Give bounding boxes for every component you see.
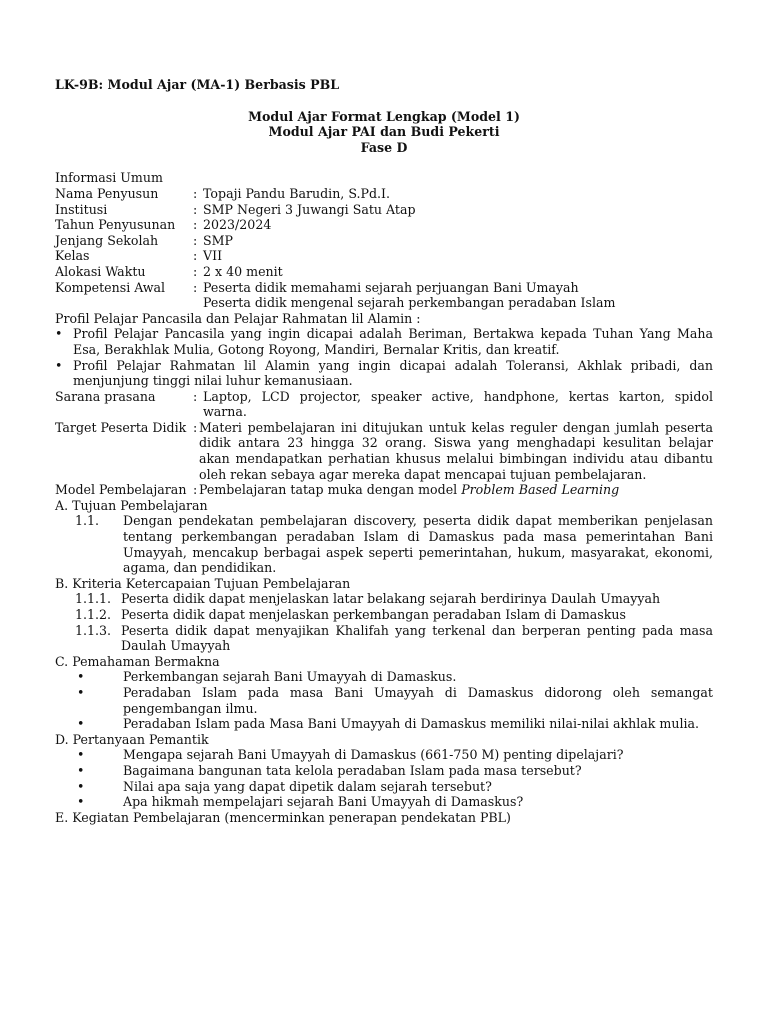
- info-colon: :: [193, 482, 198, 498]
- section-c-heading: C. Pemahaman Bermakna: [55, 653, 220, 669]
- info-value: 2023/2024: [203, 217, 272, 233]
- pemahaman-text: Perkembangan sejarah Bani Umayyah di Damaskus.: [123, 669, 457, 685]
- kriteria-text: Peserta didik dapat menyajikan Khalifah yang terkenal dan berperan penting pada masa Daulah Umayyah: [121, 622, 713, 654]
- kriteria-item: [55, 591, 713, 607]
- bullet-icon: •: [77, 794, 85, 810]
- tujuan-text: Dengan pendekatan pembelajaran discovery, peserta didik dapat memberikan penjelasan tentang perkembangan peradaban Islam di Damaskus pada masa pemerintahan Bani Umayyah, mencakup berbagai aspek seperti pemerintahan, hukum, masyarakat, ekonomi, agama, dan pendidikan.: [123, 513, 713, 576]
- module-title-line-3: Fase D: [360, 139, 408, 155]
- info-colon: :: [193, 201, 198, 217]
- kompetensi-line-1: Peserta didik memahami sejarah perjuangan Bani Umayah: [203, 279, 579, 295]
- profil-item: [55, 358, 713, 389]
- pemahaman-text: Peradaban Islam pada Masa Bani Umayyah di Damaskus memiliki nilai-nilai akhlak mulia.: [123, 716, 700, 732]
- pemantik-text: Bagaimana bangunan tata kelola peradaban Islam pada masa tersebut?: [123, 762, 582, 778]
- info-row: [55, 248, 713, 264]
- pemahaman-item: [55, 669, 713, 685]
- info-heading: Informasi Umum: [55, 170, 163, 186]
- profil-heading: Profil Pelajar Pancasila dan Pelajar Rahmatan lil Alamin :: [55, 310, 421, 326]
- sarana-key: Sarana prasana: [55, 388, 156, 404]
- model-row: [55, 482, 713, 498]
- target-value: Materi pembelajaran ini ditujukan untuk kelas reguler dengan jumlah peserta didik antara 23 hingga 32 orang. Siswa yang menghadapi kesulitan belajar akan mendapatkan perhatian khusus melalui bimbingan individu atau dibantu oleh rekan sebaya agar mereka dapat mencapai tujuan pembelajaran.: [199, 419, 713, 482]
- bullet-icon: •: [55, 357, 63, 373]
- profil-item-text: Profil Pelajar Rahmatan lil Alamin yang ingin dicapai adalah Toleransi, Akhlak pribadi, dan menjunjung tinggi nilai luhur kemanusiaan.: [73, 357, 713, 389]
- bullet-icon: •: [55, 326, 63, 342]
- kriteria-text: Peserta didik dapat menjelaskan latar belakang sejarah berdirinya Daulah Umayyah: [121, 591, 661, 607]
- section-b-heading: B. Kriteria Ketercapaian Tujuan Pembelajaran: [55, 575, 351, 591]
- info-colon: :: [193, 263, 198, 279]
- bullet-icon: •: [77, 778, 85, 794]
- info-colon: :: [193, 185, 198, 201]
- kriteria-number: 1.1.2.: [75, 607, 112, 622]
- pemantik-item: [55, 763, 713, 779]
- tujuan-number: 1.1.: [75, 513, 100, 529]
- info-colon: :: [193, 388, 198, 404]
- kompetensi-row: [55, 280, 713, 311]
- info-value: Topaji Pandu Barudin, S.Pd.I.: [203, 185, 391, 201]
- info-row: [55, 264, 713, 280]
- pemahaman-item: [55, 716, 713, 732]
- model-value-text: Pembelajaran tatap muka dengan model: [199, 482, 462, 498]
- kriteria-item: [55, 623, 713, 654]
- info-value: SMP: [203, 232, 233, 248]
- info-row: [55, 186, 713, 202]
- sarana-row: [55, 389, 713, 420]
- info-key: Institusi: [55, 201, 108, 217]
- profil-item-text: Profil Pelajar Pancasila yang ingin dicapai adalah Beriman, Bertakwa kepada Tuhan Yang Maha Esa, Berakhlak Mulia, Gotong Royong, Mandiri, Bernalar Kritis, dan kreatif.: [73, 326, 713, 357]
- kompetensi-key: Kompetensi Awal: [55, 279, 166, 295]
- bullet-icon: •: [77, 747, 85, 763]
- info-colon: :: [193, 217, 198, 233]
- info-value: VII: [203, 248, 223, 264]
- info-key: Jenjang Sekolah: [55, 232, 159, 248]
- pemantik-item: [55, 794, 713, 810]
- section-e-heading: E. Kegiatan Pembelajaran (mencerminkan penerapan pendekatan PBL): [55, 809, 511, 825]
- pemantik-text: Mengapa sejarah Bani Umayyah di Damaskus (661-750 M) penting dipelajari?: [123, 747, 624, 763]
- info-key: Kelas: [55, 248, 90, 264]
- module-title-block: [55, 109, 713, 156]
- pemantik-text: Nilai apa saja yang dapat dipetik dalam sejarah tersebut?: [123, 778, 492, 794]
- document-page: [55, 77, 713, 825]
- module-title-line-1: Modul Ajar Format Lengkap (Model 1): [248, 108, 520, 124]
- info-colon: :: [193, 279, 198, 295]
- target-row: [55, 420, 713, 482]
- info-value: SMP Negeri 3 Juwangi Satu Atap: [203, 201, 416, 217]
- kriteria-number: 1.1.1.: [75, 591, 112, 607]
- info-value: 2 x 40 menit: [203, 263, 283, 279]
- pemantik-text: Apa hikmah mempelajari sejarah Bani Umayyah di Damaskus?: [123, 794, 524, 810]
- profil-item: [55, 326, 713, 357]
- info-colon: :: [193, 419, 198, 435]
- kriteria-text: Peserta didik dapat menjelaskan perkembangan peradaban Islam di Damaskus: [121, 607, 626, 622]
- info-colon: :: [193, 232, 198, 248]
- bullet-icon: •: [77, 669, 85, 685]
- info-table: [55, 186, 713, 311]
- section-d-heading: D. Pertanyaan Pemantik: [55, 731, 209, 747]
- kriteria-number: 1.1.3.: [75, 622, 112, 638]
- pemantik-item: [55, 779, 713, 795]
- pemahaman-text: Peradaban Islam pada masa Bani Umayyah di Damaskus didorong oleh semangat pengembangan ilmu.: [123, 684, 713, 716]
- info-row: [55, 202, 713, 218]
- kompetensi-value: [203, 280, 713, 311]
- pemantik-item: [55, 747, 713, 763]
- bullet-icon: •: [77, 762, 85, 778]
- info-key: Alokasi Waktu: [55, 263, 146, 279]
- info-key: Nama Penyusun: [55, 185, 159, 201]
- sarana-value: Laptop, LCD projector, speaker active, handphone, kertas karton, spidol warna.: [203, 388, 713, 420]
- bullet-icon: •: [77, 716, 85, 732]
- info-colon: :: [193, 248, 198, 264]
- module-title-line-2: Modul Ajar PAI dan Budi Pekerti: [268, 124, 500, 140]
- model-key: Model Pembelajaran: [55, 482, 187, 498]
- section-a-heading: A. Tujuan Pembelajaran: [55, 497, 208, 513]
- pemahaman-item: [55, 685, 713, 716]
- info-key: Tahun Penyusunan: [55, 217, 176, 233]
- kompetensi-line-2: Peserta didik mengenal sejarah perkembangan peradaban Islam: [203, 295, 616, 311]
- kriteria-item: [55, 607, 713, 623]
- bullet-icon: •: [77, 684, 85, 700]
- tujuan-item: [55, 513, 713, 575]
- model-value-italic: Problem Based Learning: [461, 482, 620, 498]
- model-value: [199, 482, 713, 498]
- target-key: Target Peserta Didik: [55, 419, 187, 435]
- info-row: [55, 233, 713, 249]
- info-row: [55, 217, 713, 233]
- document-header-title: LK-9B: Modul Ajar (MA-1) Berbasis PBL: [55, 77, 340, 92]
